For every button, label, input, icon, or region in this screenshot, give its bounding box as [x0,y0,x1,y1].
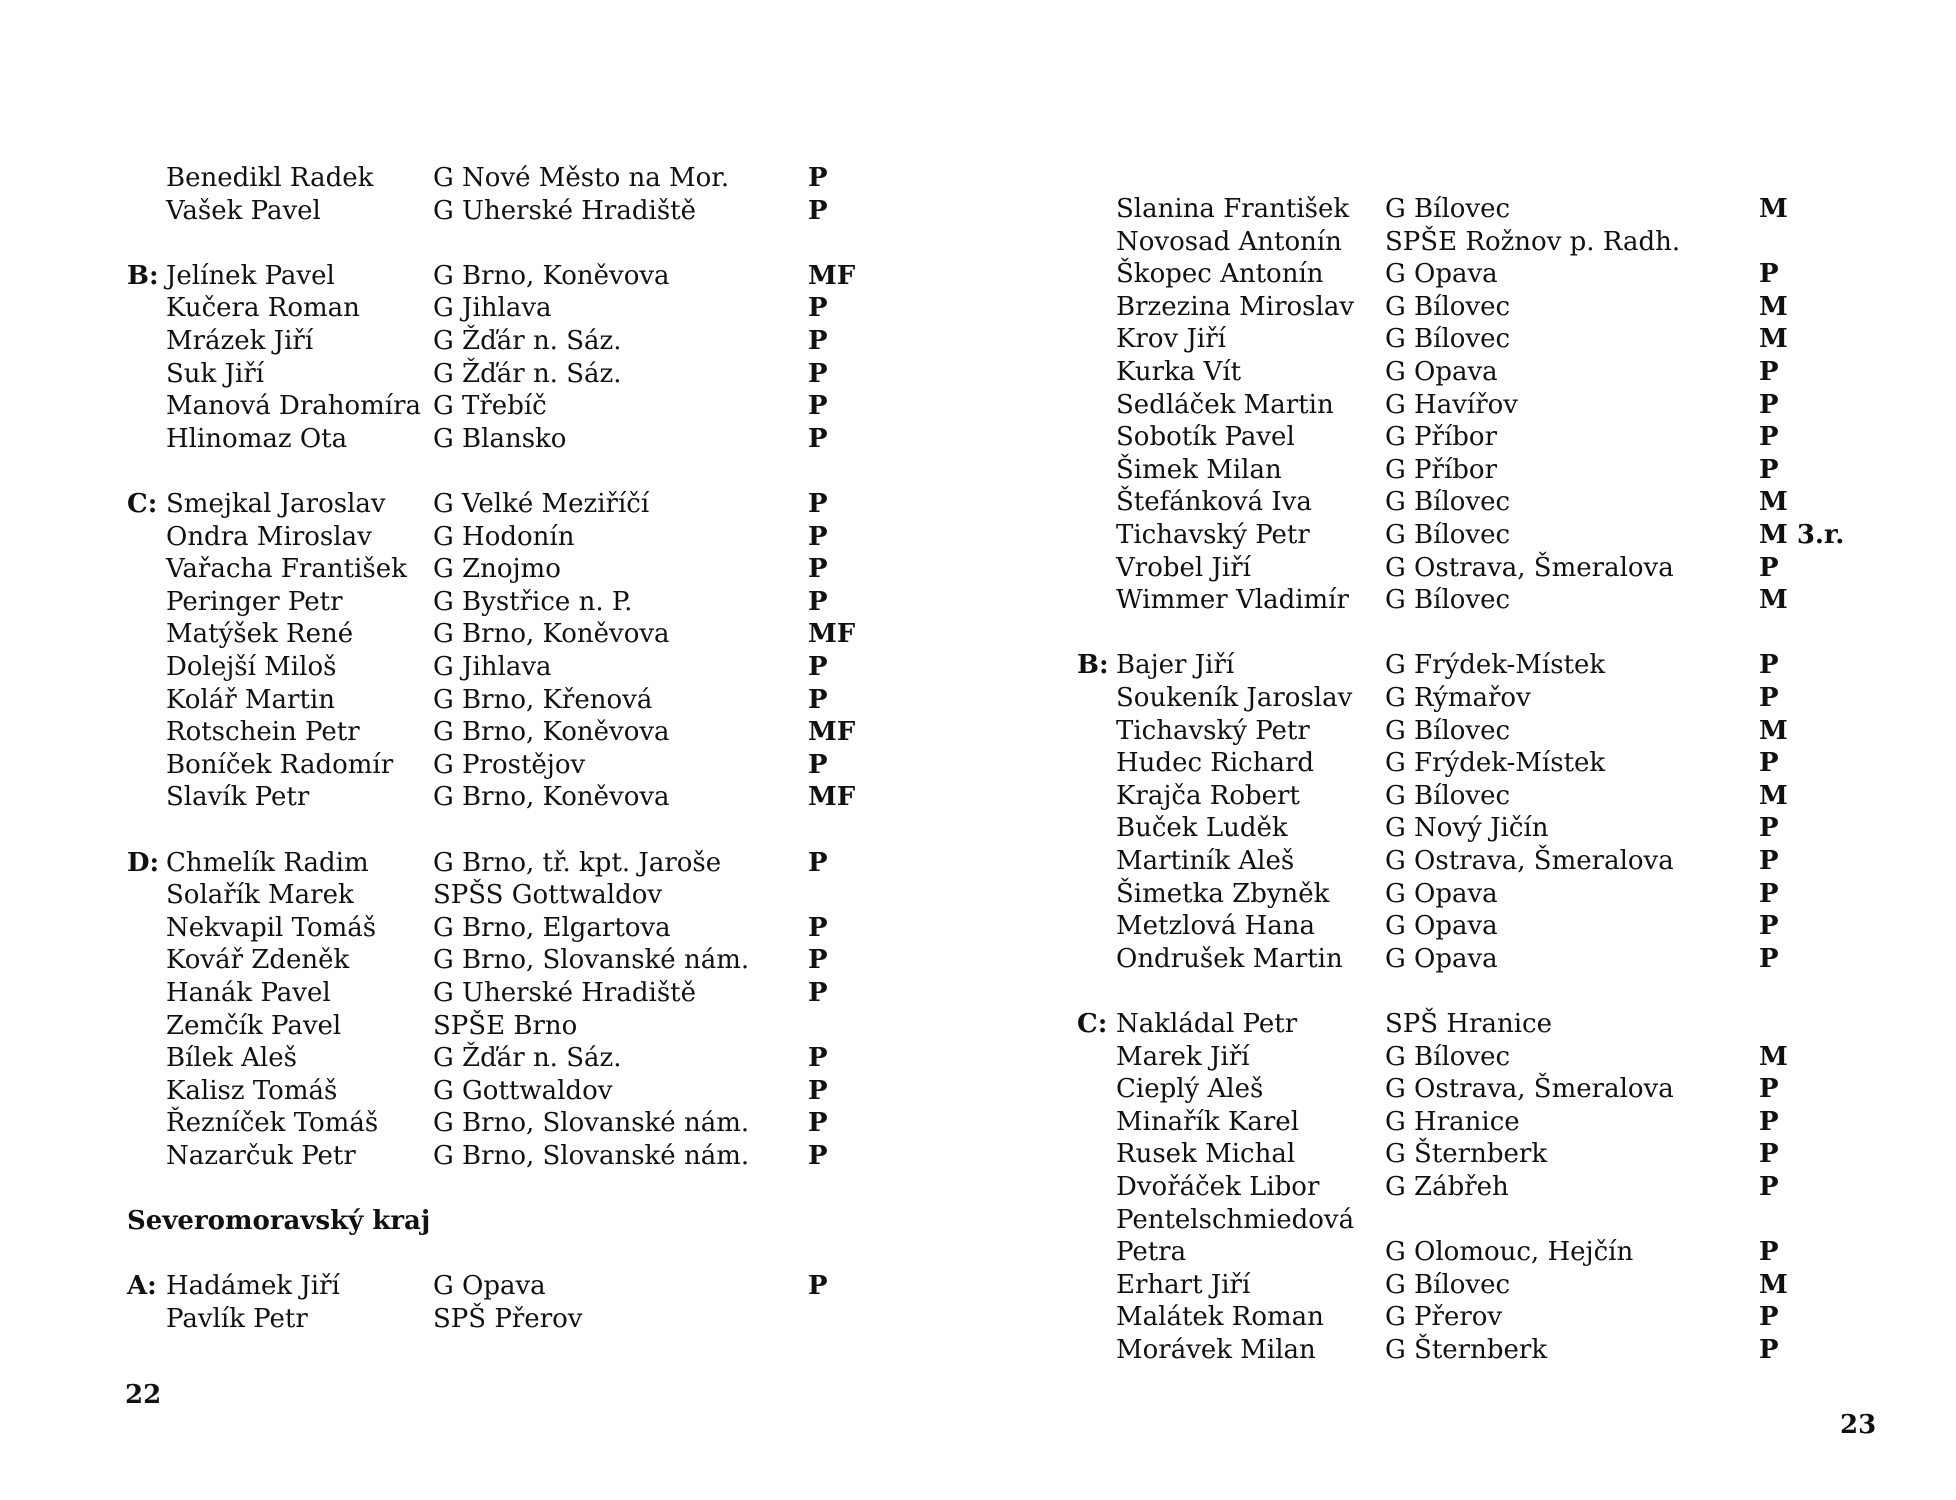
school-name: G Frýdek-Místek [1385,748,1606,779]
school-name: G Gottwaldov [433,1075,613,1106]
school-name: G Nový Jičín [1385,813,1549,844]
result-grade: P [1759,846,1779,876]
student-name: Petra [1116,1237,1187,1268]
student-name: Sedláček Martin [1116,389,1334,420]
result-grade: P [1759,552,1779,583]
result-grade: P [808,586,828,617]
result-grade: P [808,847,828,878]
result-grade: P [808,652,828,682]
student-name: Hudec Richard [1116,748,1315,779]
student-name: Hanák Pavel [166,978,331,1008]
student-name: Vašek Pavel [166,195,321,226]
result-grade: P [808,978,828,1008]
result-grade: P [808,1141,828,1171]
student-name: Morávek Milan [1116,1335,1316,1365]
student-name: Pentelschmiedová [1116,1204,1355,1235]
result-grade: M [1759,487,1788,518]
school-name: G Bílovec [1385,1269,1511,1300]
student-name: Tichavský Petr [1116,715,1310,746]
school-name: G Brno, Slovanské nám. [433,1141,750,1171]
student-name: Benedikl Radek [166,163,374,193]
student-name: Dolejší Miloš [166,652,337,682]
student-name: Mrázek Jiří [166,326,314,356]
student-name: Novosad Antonín [1116,226,1342,257]
school-name: G Bílovec [1385,520,1511,550]
result-grade: MF [808,782,856,813]
student-name: Hlinomaz Ota [166,423,348,454]
result-grade: P [808,912,828,943]
school-name: G Ostrava, Šmeralova [1385,1074,1674,1105]
right-page [978,0,1956,1500]
school-name: G Opava [1385,943,1498,974]
student-name: Hadámek Jiří [166,1271,340,1302]
student-name: Kolář Martin [166,684,335,715]
result-grade: P [808,195,828,226]
school-name: G Brno, Křenová [433,684,653,715]
student-name: Vařacha František [166,554,407,585]
result-grade: P [808,945,828,976]
school-name: G Žďár n. Sáz. [433,358,622,389]
school-name: G Rýmařov [1385,683,1531,713]
result-grade: P [1759,911,1779,942]
result-grade: P [1759,357,1779,387]
school-name: SPŠE Brno [433,1010,578,1041]
result-grade: P [808,163,828,193]
result-grade: P [808,391,828,422]
school-name: G Zábřeh [1385,1172,1509,1202]
school-name: G Ostrava, Šmeralova [1385,846,1674,876]
school-name: G Bílovec [1385,487,1511,518]
student-name: Štefánková Iva [1116,487,1312,518]
student-name: Řezníček Tomáš [166,1108,379,1139]
category-label: C: [127,489,158,519]
school-name: G Bílovec [1385,194,1511,224]
result-grade: M [1759,324,1788,355]
result-grade: P [1759,422,1779,453]
student-name: Wimmer Vladimír [1116,585,1349,616]
category-label: A: [127,1271,157,1302]
school-name: G Znojmo [433,554,561,585]
student-name: Soukeník Jaroslav [1116,683,1353,713]
result-grade: P [808,684,828,715]
school-name: G Opava [1385,878,1498,909]
student-name: Cieplý Aleš [1116,1074,1264,1105]
student-name: Ondrušek Martin [1116,943,1343,974]
student-name: Nakládal Petr [1116,1009,1298,1039]
school-name: G Příbor [1385,454,1497,485]
student-name: Nekvapil Tomáš [166,912,377,943]
result-grade: M [1759,194,1788,224]
school-name: G Žďár n. Sáz. [433,326,622,356]
school-name: G Uherské Hradiště [433,978,696,1008]
student-name: Škopec Antonín [1116,259,1324,290]
school-name: SPŠ Přerov [433,1304,583,1334]
school-name: G Bílovec [1385,1041,1511,1072]
student-name: Erhart Jiří [1116,1269,1251,1300]
student-name: Kovář Zdeněk [166,945,350,976]
category-label: B: [127,260,159,291]
school-name: G Přerov [1385,1302,1503,1333]
student-name: Rusek Michal [1116,1139,1296,1170]
page-number-right: 23 [1840,1410,1877,1440]
result-grade: P [808,293,828,324]
school-name: G Blansko [433,423,567,454]
student-name: Smejkal Jaroslav [166,489,386,519]
school-name: G Brno, Koněvova [433,717,670,748]
student-name: Tichavský Petr [1116,520,1310,550]
school-name: SPŠS Gottwaldov [433,880,663,911]
student-name: Martiník Aleš [1116,846,1295,876]
school-name: G Bílovec [1385,324,1511,355]
student-name: Pavlík Petr [166,1304,308,1334]
school-name: G Brno, Slovanské nám. [433,945,750,976]
student-name: Krajča Robert [1116,780,1300,811]
result-grade: P [808,358,828,389]
school-name: G Opava [433,1271,546,1302]
school-name: SPŠE Rožnov p. Radh. [1385,226,1681,257]
school-name: G Frýdek-Místek [1385,650,1606,681]
school-name: G Brno, Koněvova [433,260,670,291]
student-name: Bajer Jiří [1116,650,1235,681]
student-name: Marek Jiří [1116,1041,1250,1072]
student-name: Solařík Marek [166,880,354,911]
student-name: Krov Jiří [1116,324,1226,355]
result-grade: P [1759,748,1779,779]
student-name: Nazarčuk Petr [166,1141,356,1171]
category-label: B: [1077,650,1109,681]
school-name: G Ostrava, Šmeralova [1385,552,1674,583]
result-grade: P [808,749,828,780]
school-name: G Olomouc, Hejčín [1385,1237,1634,1268]
result-grade: M 3.r. [1759,520,1845,550]
school-name: G Třebíč [433,391,547,422]
student-name: Kučera Roman [166,293,360,324]
result-grade: P [1759,1106,1779,1137]
result-grade: MF [808,260,856,291]
result-grade: P [808,521,828,552]
school-name: G Opava [1385,911,1498,942]
student-name: Slanina František [1116,194,1350,224]
result-grade: P [1759,259,1779,290]
student-name: Bílek Aleš [166,1043,297,1074]
result-grade: P [808,554,828,585]
school-name: G Brno, Koněvova [433,782,670,813]
school-name: G Jihlava [433,652,552,682]
student-name: Matýšek René [166,619,354,650]
school-name: G Brno, Slovanské nám. [433,1108,750,1139]
student-name: Sobotík Pavel [1116,422,1295,453]
student-name: Šimek Milan [1116,454,1282,485]
student-name: Suk Jiří [166,358,265,389]
result-grade: P [1759,943,1779,974]
result-grade: M [1759,291,1788,322]
student-name: Metzlová Hana [1116,911,1315,942]
student-name: Buček Luděk [1116,813,1288,844]
result-grade: P [808,1043,828,1074]
result-grade: P [1759,813,1779,844]
school-name: SPŠ Hranice [1385,1009,1552,1039]
student-name: Malátek Roman [1116,1302,1324,1333]
school-name: G Bystřice n. P. [433,586,633,617]
school-name: G Jihlava [433,293,552,324]
student-name: Chmelík Radim [166,847,369,878]
school-name: G Bílovec [1385,715,1511,746]
student-name: Rotschein Petr [166,717,360,748]
result-grade: P [1759,454,1779,485]
student-name: Šimetka Zbyněk [1116,878,1330,909]
result-grade: P [1759,1172,1779,1202]
student-name: Dvořáček Libor [1116,1172,1320,1202]
student-name: Slavík Petr [166,782,310,813]
result-grade: P [1759,389,1779,420]
school-name: G Brno, Elgartova [433,912,671,943]
school-name: G Bílovec [1385,780,1511,811]
student-name: Kalisz Tomáš [166,1075,338,1106]
student-name: Ondra Miroslav [166,521,372,552]
school-name: G Nové Město na Mor. [433,163,730,193]
school-name: G Uherské Hradiště [433,195,696,226]
school-name: G Šternberk [1385,1335,1548,1365]
region-heading-text: Severomoravský kraj [127,1206,431,1237]
result-grade: P [1759,1139,1779,1170]
result-grade: P [1759,878,1779,909]
result-grade: P [808,489,828,519]
student-name: Vrobel Jiří [1116,552,1251,583]
category-label: C: [1077,1009,1108,1039]
school-name: G Brno, tř. kpt. Jaroše [433,847,722,878]
result-grade: P [808,423,828,454]
result-grade: P [1759,1335,1779,1365]
result-grade: P [808,326,828,356]
school-name: G Bílovec [1385,585,1511,616]
student-name: Zemčík Pavel [166,1010,342,1041]
student-name: Manová Drahomíra [166,391,422,422]
school-name: G Příbor [1385,422,1497,453]
result-grade: P [1759,1237,1779,1268]
student-name: Boníček Radomír [166,749,394,780]
student-name: Minařík Karel [1116,1106,1300,1137]
student-name: Brzezina Miroslav [1116,291,1355,322]
school-name: G Opava [1385,259,1498,290]
student-name: Kurka Vít [1116,357,1242,387]
result-grade: M [1759,585,1788,616]
result-grade: P [1759,650,1779,681]
result-grade: M [1759,715,1788,746]
school-name: G Žďár n. Sáz. [433,1043,622,1074]
student-name: Jelínek Pavel [166,260,335,291]
school-name: G Hodonín [433,521,575,552]
school-name: G Prostějov [433,749,586,780]
result-grade: M [1759,780,1788,811]
result-grade: P [808,1108,828,1139]
school-name: G Bílovec [1385,291,1511,322]
result-grade: M [1759,1269,1788,1300]
school-name: G Velké Meziříčí [433,489,650,519]
result-grade: P [1759,683,1779,713]
result-grade: MF [808,619,856,650]
school-name: G Havířov [1385,389,1518,420]
result-grade: P [808,1271,828,1302]
result-grade: M [1759,1041,1788,1072]
result-grade: P [1759,1074,1779,1105]
school-name: G Opava [1385,357,1498,387]
page-number-left: 22 [125,1380,162,1410]
school-name: G Šternberk [1385,1139,1548,1170]
result-grade: P [808,1075,828,1106]
student-name: Peringer Petr [166,586,343,617]
school-name: G Brno, Koněvova [433,619,670,650]
school-name: G Hranice [1385,1106,1520,1137]
result-grade: P [1759,1302,1779,1333]
category-label: D: [127,847,160,878]
result-grade: MF [808,717,856,748]
